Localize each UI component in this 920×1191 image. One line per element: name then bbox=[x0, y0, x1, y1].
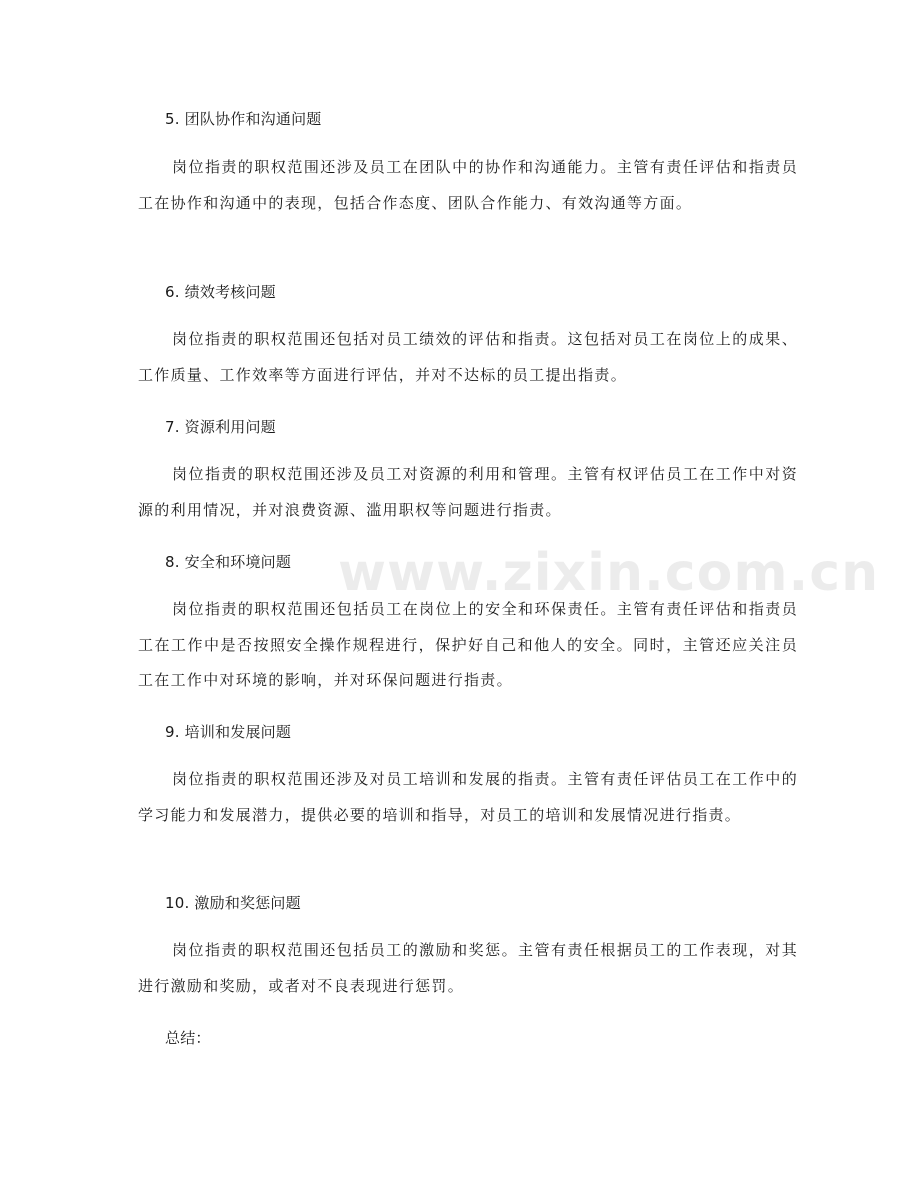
section-paragraph: 岗位指责的职权范围还涉及员工对资源的利用和管理。主管有权评估员工在工作中对资源的利用情况，并对浪费资源、滥用职权等问题进行指责。 bbox=[138, 465, 798, 519]
section-paragraph: 岗位指责的职权范围还涉及对员工培训和发展的指责。主管有责任评估员工在工作中的学习能力和发展潜力，提供必要的培训和指导，对员工的培训和发展情况进行指责。 bbox=[138, 770, 798, 824]
section-paragraph: 岗位指责的职权范围还包括员工在岗位上的安全和环保责任。主管有责任评估和指责员工在工作中是否按照安全操作规程进行，保护好自己和他人的安全。同时，主管还应关注员工在工作中对环境的影响，并对环保问题进行指责。 bbox=[138, 600, 798, 689]
section-heading: 8. 安全和环境问题 bbox=[165, 553, 292, 571]
section-heading: 7. 资源利用问题 bbox=[165, 418, 276, 436]
section-paragraph: 岗位指责的职权范围还包括对员工绩效的评估和指责。这包括对员工在岗位上的成果、工作质量、工作效率等方面进行评估，并对不达标的员工提出指责。 bbox=[138, 330, 798, 384]
section-heading: 9. 培训和发展问题 bbox=[165, 723, 292, 741]
section-paragraph: 岗位指责的职权范围还包括员工的激励和奖惩。主管有责任根据员工的工作表现，对其进行激励和奖励，或者对不良表现进行惩罚。 bbox=[138, 941, 798, 995]
section-heading: 6. 绩效考核问题 bbox=[165, 283, 276, 301]
section-heading: 5. 团队协作和沟通问题 bbox=[165, 110, 322, 128]
section-heading: 10. 激励和奖惩问题 bbox=[165, 894, 301, 912]
summary-label: 总结： bbox=[165, 1029, 211, 1047]
watermark: www.zixin.com.cn bbox=[338, 543, 880, 603]
section-paragraph: 岗位指责的职权范围还涉及员工在团队中的协作和沟通能力。主管有责任评估和指责员工在协作和沟通中的表现，包括合作态度、团队合作能力、有效沟通等方面。 bbox=[138, 158, 798, 212]
